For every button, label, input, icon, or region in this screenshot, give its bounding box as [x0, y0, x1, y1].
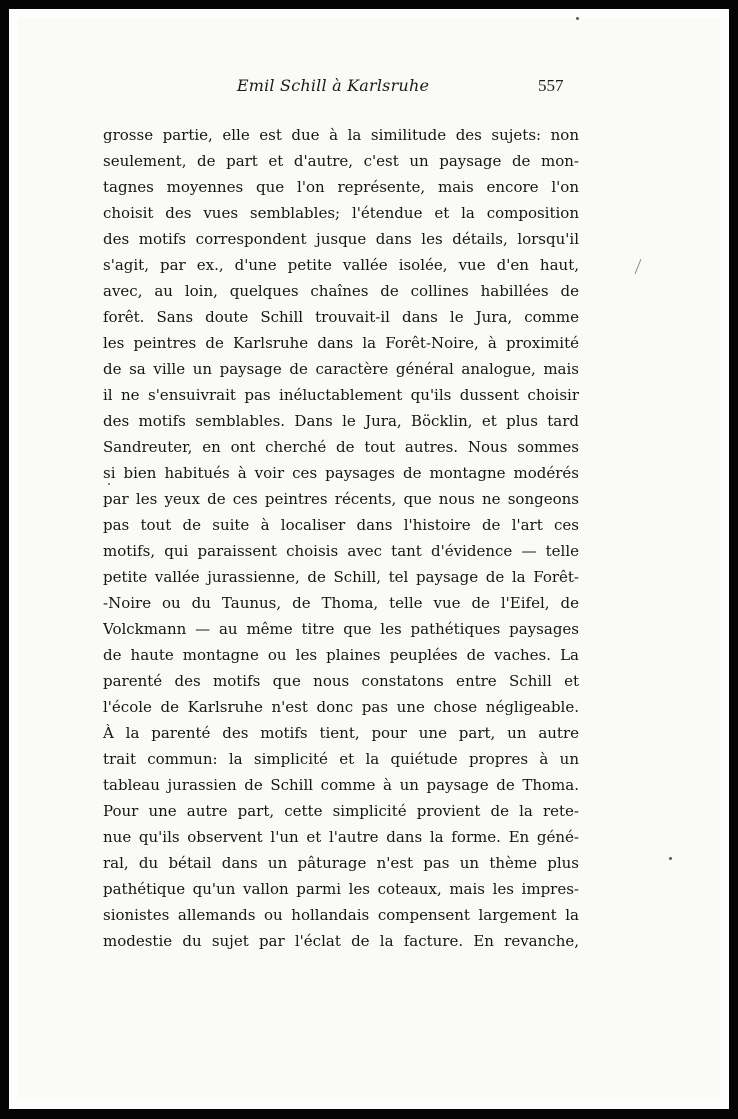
text-line: choisit des vues semblables; l'étendue et la composition — [103, 204, 579, 222]
scan-speck — [669, 857, 672, 860]
text-line: petite vallée jurassienne, de Schill, tel paysage de la Forêt- — [103, 568, 579, 586]
page-number: 557 — [538, 76, 564, 95]
text-line: parenté des motifs que nous constatons entre Schill et — [103, 672, 579, 690]
text-line: de haute montagne ou les plaines peuplées de vaches. La — [103, 646, 579, 664]
body-text — [103, 122, 579, 954]
text-line: s'agit, par ex., d'une petite vallée isolée, vue d'en haut, — [103, 256, 579, 274]
text-line: tableau jurassien de Schill comme à un paysage de Thoma. — [103, 776, 579, 794]
text-line: trait commun: la simplicité et la quiétude propres à un — [103, 750, 579, 768]
text-line: modestie du sujet par l'éclat de la facture. En revanche, — [103, 932, 579, 950]
pencil-mark — [633, 258, 643, 276]
text-line: grosse partie, elle est due à la similitude des sujets: non — [103, 126, 579, 144]
text-line: motifs, qui paraissent choisis avec tant d'évidence — telle — [103, 542, 579, 560]
text-line: ral, du bétail dans un pâturage n'est pas un thème plus — [103, 854, 579, 872]
text-line: Pour une autre part, cette simplicité provient de la rete- — [103, 802, 579, 820]
text-line: -Noire ou du Taunus, de Thoma, telle vue de l'Eifel, de — [103, 594, 579, 612]
text-line: seulement, de part et d'autre, c'est un paysage de mon- — [103, 152, 579, 170]
text-line: des motifs correspondent jusque dans les détails, lorsqu'il — [103, 230, 579, 248]
text-line: Volckmann — au même titre que les pathétiques paysages — [103, 620, 579, 638]
text-line: pas tout de suite à localiser dans l'histoire de l'art ces — [103, 516, 579, 534]
running-header — [0, 76, 738, 98]
text-line: les peintres de Karlsruhe dans la Forêt-Noire, à proximité — [103, 334, 579, 352]
text-line: sionistes allemands ou hollandais compensent largement la — [103, 906, 579, 924]
text-line: l'école de Karlsruhe n'est donc pas une chose négligeable. — [103, 698, 579, 716]
text-line: nue qu'ils observent l'un et l'autre dans la forme. En géné- — [103, 828, 579, 846]
text-line: de sa ville un paysage de caractère général analogue, mais — [103, 360, 579, 378]
scan-speck — [576, 17, 579, 20]
text-line: si bien habitués à voir ces paysages de montagne modérés — [103, 464, 579, 482]
text-line: pathétique qu'un vallon parmi les coteaux, mais les impres- — [103, 880, 579, 898]
scan-speck — [108, 483, 110, 485]
text-line: des motifs semblables. Dans le Jura, Böcklin, et plus tard — [103, 412, 579, 430]
text-line: forêt. Sans doute Schill trouvait-il dans le Jura, comme — [103, 308, 579, 326]
text-line: avec, au loin, quelques chaînes de collines habillées de — [103, 282, 579, 300]
text-line: il ne s'ensuivrait pas inéluctablement qu'ils dussent choisir — [103, 386, 579, 404]
text-line: Sandreuter, en ont cherché de tout autres. Nous sommes — [103, 438, 579, 456]
running-title: Emil Schill à Karlsruhe — [236, 76, 430, 95]
text-line: par les yeux de ces peintres récents, que nous ne songeons — [103, 490, 579, 508]
text-line: tagnes moyennes que l'on représente, mais encore l'on — [103, 178, 579, 196]
text-line: À la parenté des motifs tient, pour une part, un autre — [103, 724, 579, 742]
